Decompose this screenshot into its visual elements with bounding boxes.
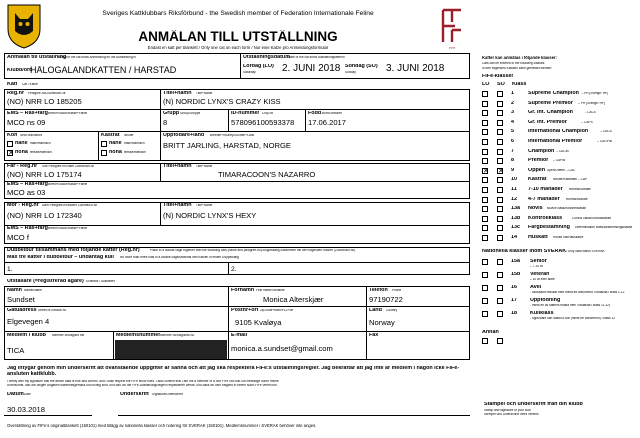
date-label: Datum	[7, 392, 24, 397]
class-so-checkbox[interactable]	[497, 235, 503, 241]
national-class-note: – 7-10 år	[530, 265, 543, 268]
neuter-female-checkbox[interactable]	[101, 150, 107, 156]
class-lo-checkbox[interactable]	[482, 129, 488, 135]
class-number: 1	[511, 91, 514, 96]
class-lo-checkbox[interactable]	[482, 139, 488, 145]
show-club-value[interactable]: HÅLOGALANDKATTEN / HARSTAD	[30, 66, 177, 75]
exh-street-value[interactable]: Elgevegen 4	[7, 318, 50, 326]
class-note: – CACS	[584, 111, 597, 115]
class-so-checkbox[interactable]	[497, 101, 503, 107]
class-note: House cat/Hauskatze	[553, 236, 584, 239]
mother-name-note: Title+Name	[196, 204, 213, 207]
class-name: Gr. Int. Premior	[528, 119, 567, 125]
class-name: Färgbestämning	[528, 225, 570, 231]
exh-name-label: Namn	[7, 288, 22, 293]
national-heading: Nationella klasser inom SVERAK	[482, 249, 567, 254]
class-number: 13b	[511, 215, 521, 221]
national-class-note: – 10 år eller äldre	[530, 278, 555, 281]
class-name: Gr. Int. Champion	[528, 110, 573, 116]
class-lo-checkbox[interactable]	[482, 149, 488, 155]
class-note: Open/Offene – CAC	[546, 168, 576, 172]
class-note: Determination class/Bestimmungsklasse	[575, 226, 633, 230]
class-name: Supreme Premior	[528, 100, 573, 106]
cat-group-label: Grupp	[163, 111, 180, 116]
col-so: SÖ	[497, 82, 505, 87]
national-so-checkbox[interactable]	[497, 285, 503, 291]
neuter-female-note: female/weiblich	[124, 151, 146, 154]
class-so-checkbox[interactable]	[497, 216, 503, 222]
neuter-male-label: hane	[109, 141, 122, 146]
exh-club-note: Member of/Mitglied bei	[52, 334, 85, 337]
national-so-checkbox[interactable]	[497, 311, 503, 317]
annan-lo-checkbox[interactable]	[482, 338, 488, 344]
class-lo-checkbox[interactable]	[482, 91, 488, 97]
class-note: Neuter/Kastraten – CAP	[553, 178, 588, 182]
cat-sex-label: Kön	[7, 133, 18, 138]
class-number: 9	[511, 167, 514, 173]
national-class-note: - minst en av kattens mästa men i utställda i klass 11-12)	[530, 304, 611, 307]
declaration-note-2: Unterschrift, daß die obigen Angaben wahrheitsgemäss und richtig sind, und daß ich die FIFe-Ausstellungsregeln respektieren werde, und dass ich kein Mitglied in einem Nicht-FIFe Verein bin.	[7, 384, 278, 387]
class-name: 4-7 månader	[528, 196, 560, 202]
national-lo-checkbox[interactable]	[482, 259, 488, 265]
sat-note: Saturday	[243, 71, 256, 74]
club-logo	[6, 3, 42, 49]
father-ems-note: Breed+colour/Rasse+Farbe	[48, 183, 88, 186]
exh-zip-label: Postnr+ort	[231, 308, 259, 313]
class-note: – CAPIB	[553, 159, 566, 163]
class-number: 7	[511, 148, 514, 154]
class-lo-checkbox[interactable]	[482, 177, 488, 183]
exh-country-note: Country	[386, 309, 398, 312]
exh-email-label: E-mail	[231, 333, 248, 338]
class-name: Öppen	[528, 167, 546, 173]
neuter-male-checkbox[interactable]	[101, 141, 107, 147]
mother-ems-value[interactable]: MCO f	[7, 234, 29, 242]
breeder-value[interactable]: BRITT JARLING, HARSTAD, NORGE	[163, 142, 291, 150]
class-so-checkbox[interactable]	[497, 197, 503, 203]
exh-member-note: Member no/Mitglieds-Nr.	[160, 334, 195, 337]
class-number: 11	[511, 187, 517, 192]
cat-group-value[interactable]: 8	[163, 119, 168, 127]
sun-note: Sunday	[345, 71, 356, 74]
breeder-label: Uppfödare+land	[163, 133, 205, 138]
female-note: female/weiblich	[30, 151, 52, 154]
declaration-note-1: I certify with my signature that the above data is true and correct, and I shall respect the FIFe show rules. I also confirm that I am not a member of a non FIFe cat club./Ich bestätige durch meine	[7, 380, 279, 383]
cat-section-label: Katt	[7, 82, 18, 87]
class-name: Kastrat	[528, 177, 547, 183]
national-class-note: - uppfödare kan ställa ut kull (minst tre avkommor) i klass 12	[530, 317, 616, 320]
cat-born-note: Born/Geboren	[322, 112, 343, 115]
class-note: – CAGPIB	[597, 140, 612, 143]
exh-club-value[interactable]: TICA	[7, 347, 25, 355]
page-title: ANMÄLAN TILL UTSTÄLLNING	[138, 30, 338, 44]
exh-first-value[interactable]: Monica Alterskjær	[263, 296, 324, 304]
show-dates-label: Utställningsdatum	[243, 55, 291, 60]
date-value[interactable]: 30.03.2018	[7, 406, 46, 414]
exh-zip-value[interactable]: 9105 Kvaløya	[235, 319, 282, 327]
father-ems-value[interactable]: MCO as 03	[7, 189, 46, 197]
class-number: 10	[511, 177, 517, 183]
mother-name-value[interactable]: (N) NORDIC LYNX'S HEXY	[163, 212, 257, 220]
subtitle: Endast en katt per blankett / Only one cat on each form / Nur eine Katze pro Anmeldungsformular	[147, 46, 329, 50]
national-class-number: 15b	[511, 272, 521, 277]
class-note: – CAPS	[581, 120, 593, 124]
date-note: Date	[24, 393, 31, 396]
class-so-checkbox[interactable]	[497, 177, 503, 183]
class-number: 4	[511, 119, 514, 125]
father-name-label: Titel+namn	[163, 164, 192, 169]
father-name-value[interactable]: TIMARACOON'S NAZARRO	[218, 171, 316, 179]
signature-note: Signature/Unterschrift	[152, 393, 183, 396]
class-number: 3	[511, 110, 514, 116]
father-reg-value[interactable]: (NO) NRR LO 175174	[7, 171, 82, 179]
double-cage-label: Dubbelbur tillsammans med följande katter (Reg.nr)	[7, 248, 140, 253]
mother-reg-value[interactable]: (NO) NRR LO 172340	[7, 212, 82, 220]
national-lo-checkbox[interactable]	[482, 285, 488, 291]
exh-member-label: Medlemsnummer	[116, 333, 161, 338]
footer-note: Översättning av FIFe:s originalblankett (150101) med tillägg av nationella klasser och notering för SVERAK (150101). Medlemsnummer i SVERAK behöver inte anges.	[7, 424, 317, 428]
sat-value[interactable]: 2. JUNI 2018	[282, 63, 341, 74]
class-number: 14	[511, 235, 517, 240]
class-name: International Champion	[528, 129, 589, 135]
classes-intro-3: In den folgenden Klassen kann gemeldet werden:	[482, 67, 552, 70]
org-line: Sveriges Kattklubbars Riksförbund - the Swedish member of Federation Internationale Feline	[102, 10, 374, 17]
double-max-label: Max tre katter i dubbelbur – undantag kull	[7, 255, 114, 260]
stamp-label: Stämpel och underskrift från din klubb	[484, 402, 583, 407]
signature-label: Underskrift	[120, 392, 149, 397]
class-note: Novice class/Novizenklasse	[546, 207, 587, 211]
exh-email-value[interactable]: monica.a.sundset@gmail.com	[231, 345, 333, 353]
class-lo-checkbox[interactable]: ✕	[483, 167, 489, 175]
father-name-note: Title+Name	[196, 165, 213, 168]
class-number: 2	[511, 100, 514, 106]
class-lo-checkbox[interactable]	[482, 206, 488, 212]
national-class-note: - ökönsamt resultat med minst tre avkommor i utställda i klass 1-12	[530, 291, 625, 294]
class-lo-checkbox[interactable]	[482, 216, 488, 222]
cat-reg-label: Reg.nr	[7, 91, 25, 96]
class-so-checkbox[interactable]	[497, 187, 503, 193]
breeder-note: Breeder+country/Züchter+Land	[210, 134, 255, 137]
class-name: Champion	[528, 148, 555, 154]
fife-classes-heading: FIFe-klasser	[482, 74, 514, 79]
class-lo-checkbox[interactable]	[482, 197, 488, 203]
neuter-label: Kastrat	[101, 133, 120, 138]
class-note: Control class/Kontrollklasse	[571, 216, 612, 220]
class-name: International Premior	[528, 139, 583, 144]
class-name: Novis	[528, 206, 543, 212]
class-lo-checkbox[interactable]	[482, 158, 488, 164]
national-lo-checkbox[interactable]	[482, 272, 488, 278]
class-note: – CACS	[600, 130, 612, 134]
cat-group-note: Group/Gruppe	[180, 112, 201, 115]
double-cage-note: Place in a double cage together with the following cats (name and pedigree-no)/Doppelkäfig zusammen mit den folgenden Katzen (Zuchtbuch-Nr)	[150, 249, 356, 252]
male-checkbox[interactable]	[7, 141, 13, 147]
classes-intro-2: Cats can be entered in the following classes:	[482, 62, 546, 65]
class-lo-checkbox[interactable]	[482, 235, 488, 241]
class-note: – PH [Sverige: HP]	[578, 101, 605, 105]
exh-phone-note: Phone	[392, 289, 402, 292]
male-label: hane	[15, 141, 28, 146]
class-so-checkbox[interactable]	[497, 91, 503, 97]
exh-first-note: First name/Vorname	[256, 289, 285, 292]
class-number: 12	[511, 196, 517, 202]
exhibitor-section-label: Utställare (=registrerad ägare)	[7, 279, 84, 284]
cat-ems-value[interactable]: MCO ns 09	[7, 119, 46, 127]
show-label-note: Entry for the cat show Anmeldung für die Ausstellung in	[58, 56, 136, 59]
class-name: Huskatt	[528, 235, 548, 240]
exh-fax-label: Fax	[369, 333, 379, 338]
sun-value[interactable]: 3. JUNI 2018	[386, 63, 445, 74]
cat-id-note: Chip-no	[262, 112, 274, 115]
exhibitor-section-note: Exhibitor / Aussteller	[86, 280, 115, 283]
class-lo-checkbox[interactable]	[482, 187, 488, 193]
neuter-note: Neuter	[124, 134, 134, 137]
class-name: Supreme Champion	[528, 91, 579, 96]
cat-name-label: Titel+namn	[163, 91, 192, 96]
exh-country-label: Land	[369, 308, 382, 313]
class-number: 8	[511, 158, 514, 164]
mother-ems-label: EMS – Ras+färg	[7, 226, 48, 231]
class-lo-checkbox[interactable]	[482, 101, 488, 107]
exh-name-note: Name/Name	[24, 289, 42, 292]
annan-so-checkbox[interactable]	[497, 338, 503, 344]
class-number: 6	[511, 139, 514, 144]
cat-sex-note: Sex/Geschlecht	[20, 134, 43, 137]
cat-id-value[interactable]: 578096100593378	[231, 119, 295, 127]
exh-phone-label: Telefon	[369, 288, 388, 293]
cat-section-note: Cat / Katze	[22, 83, 38, 86]
annan-label: Annan	[482, 330, 499, 335]
national-so-checkbox[interactable]	[497, 272, 503, 278]
stamp-note-2: Stempel und Unterschrift Ihres Vereins	[484, 413, 539, 416]
national-class-name: Senior	[530, 259, 547, 264]
mother-reg-note: Dam Pedigree-no/Mutter Zuchtbuch-Nr	[42, 204, 98, 207]
exh-phone-value[interactable]: 97190722	[369, 296, 403, 304]
class-so-checkbox[interactable]	[497, 206, 503, 212]
national-class-number: 17	[511, 298, 517, 303]
class-number: 5	[511, 129, 514, 135]
cat-name-note: Title+Name	[196, 92, 213, 95]
exh-street-label: Gatuadress	[7, 308, 37, 313]
cat-reg-note: Pedigree-no/Zuchtbuch-Nr	[28, 92, 66, 95]
class-note: months/Monate	[565, 197, 588, 201]
class-so-checkbox[interactable]	[497, 149, 503, 155]
double-one[interactable]: 1.	[7, 266, 13, 273]
cat-ems-label: EMS – Ras+färg	[7, 111, 48, 116]
exh-street-note: Street-nr./Straße-Nr.	[38, 309, 67, 312]
national-so-checkbox[interactable]	[497, 298, 503, 304]
classes-intro: Katter kan anmälas i följande klasser:	[482, 56, 557, 60]
neuter-male-note: male/männlich	[124, 142, 145, 145]
fife-logo-text: FIFe	[448, 47, 456, 50]
class-name: Premior	[528, 158, 549, 164]
show-club-label: Klubb/ort:	[7, 68, 33, 73]
exh-zip-note: Zip-code+town/PLZ+ort	[260, 309, 294, 312]
exh-name-value[interactable]: Sundset	[7, 296, 35, 304]
exh-club-label: Medlem i klubb	[7, 333, 46, 338]
declaration-text: Jag intygar genom min underskrift att ovanstående uppgifter är sanna och att jag ska respektera FIFe:s utställningsregler. Jag bekräftar att jag inte är medlem i någon icke FIFe-ansluten kattklubb.	[7, 366, 460, 377]
class-so-checkbox[interactable]	[497, 158, 503, 164]
cat-name-value[interactable]: (N) NORDIC LYNX'S CRAZY KISS	[163, 98, 281, 106]
national-class-name: Kullklass	[530, 311, 554, 316]
father-reg-note: Sire Pedigree-no/Vater Zuchtbuch-Nr	[42, 165, 95, 168]
col-lo: LÖ	[482, 82, 490, 87]
class-so-checkbox[interactable]	[497, 120, 503, 126]
double-two[interactable]: 2.	[231, 266, 237, 273]
col-klass: Klass	[512, 82, 527, 87]
class-so-checkbox[interactable]	[497, 110, 503, 116]
father-ems-label: EMS – Ras+färg	[7, 182, 48, 187]
stamp-note-1: Stamp and signature of your club	[484, 409, 531, 412]
cat-born-label: Född	[308, 111, 322, 116]
cat-born-value[interactable]: 17.06.2017	[308, 119, 347, 127]
class-so-checkbox[interactable]: ✕	[498, 167, 504, 175]
class-note: – CACIB	[556, 149, 569, 153]
mother-ems-note: Breed+colour/Rasse+Farbe	[48, 227, 88, 230]
mother-reg-label: Mor - Reg.nr	[7, 203, 39, 208]
mother-name-label: Titel+namn	[163, 203, 192, 208]
show-dates-note: Date of the cat show Ausstellungstermin	[288, 56, 345, 59]
female-label: hona	[15, 150, 28, 155]
national-class-name: Veteran	[530, 272, 550, 277]
class-number: 13a	[511, 206, 520, 212]
cat-reg-value[interactable]: (NO) NRR LO 185205	[7, 98, 82, 106]
class-lo-checkbox[interactable]	[482, 120, 488, 126]
sat-label: Lördag (LÖ)	[243, 64, 274, 69]
cat-id-label: ID-nummer	[231, 111, 260, 116]
national-class-number: 18	[511, 311, 517, 316]
class-number: 13c	[511, 225, 520, 231]
class-so-checkbox[interactable]	[497, 139, 503, 145]
national-class-number: 15a	[511, 259, 520, 264]
female-checkbox[interactable]: ✕	[8, 150, 14, 157]
national-class-name: Avel	[530, 285, 542, 290]
member-number-redacted	[115, 340, 227, 359]
class-so-checkbox[interactable]	[497, 225, 503, 231]
sun-label: Söndag (SÖ)	[345, 64, 378, 69]
national-lo-checkbox[interactable]	[482, 311, 488, 317]
national-note: / Only valid within SVERAK	[566, 250, 605, 253]
class-lo-checkbox[interactable]	[482, 110, 488, 116]
class-note: months/Monate	[568, 188, 591, 191]
national-class-number: 16	[511, 285, 517, 290]
double-max-note: No more than three cats in a double cage/Maximal drei Katzen in einem Doppelkäfig	[120, 256, 239, 259]
male-note: male/männlich	[30, 142, 51, 145]
national-class-name: Uppfödning	[530, 298, 561, 303]
class-name: Kontrollklass	[528, 215, 563, 221]
class-lo-checkbox[interactable]	[482, 225, 488, 231]
class-note: – PH [Sverige: HP]	[581, 92, 609, 95]
national-lo-checkbox[interactable]	[482, 298, 488, 304]
national-so-checkbox[interactable]	[497, 259, 503, 265]
cat-ems-note: Breed+colour/Rasse+Farbe	[48, 112, 88, 115]
show-label: Anmälan till utställning	[7, 55, 67, 60]
exh-first-label: Förnamn	[231, 288, 255, 293]
class-so-checkbox[interactable]	[497, 129, 503, 135]
fife-logo	[440, 6, 464, 46]
neuter-female-label: hona	[109, 150, 122, 155]
father-reg-label: Far - Reg.nr	[7, 164, 38, 169]
exh-country-value[interactable]: Norway	[369, 319, 395, 327]
class-name: 7-10 månader	[528, 187, 563, 192]
